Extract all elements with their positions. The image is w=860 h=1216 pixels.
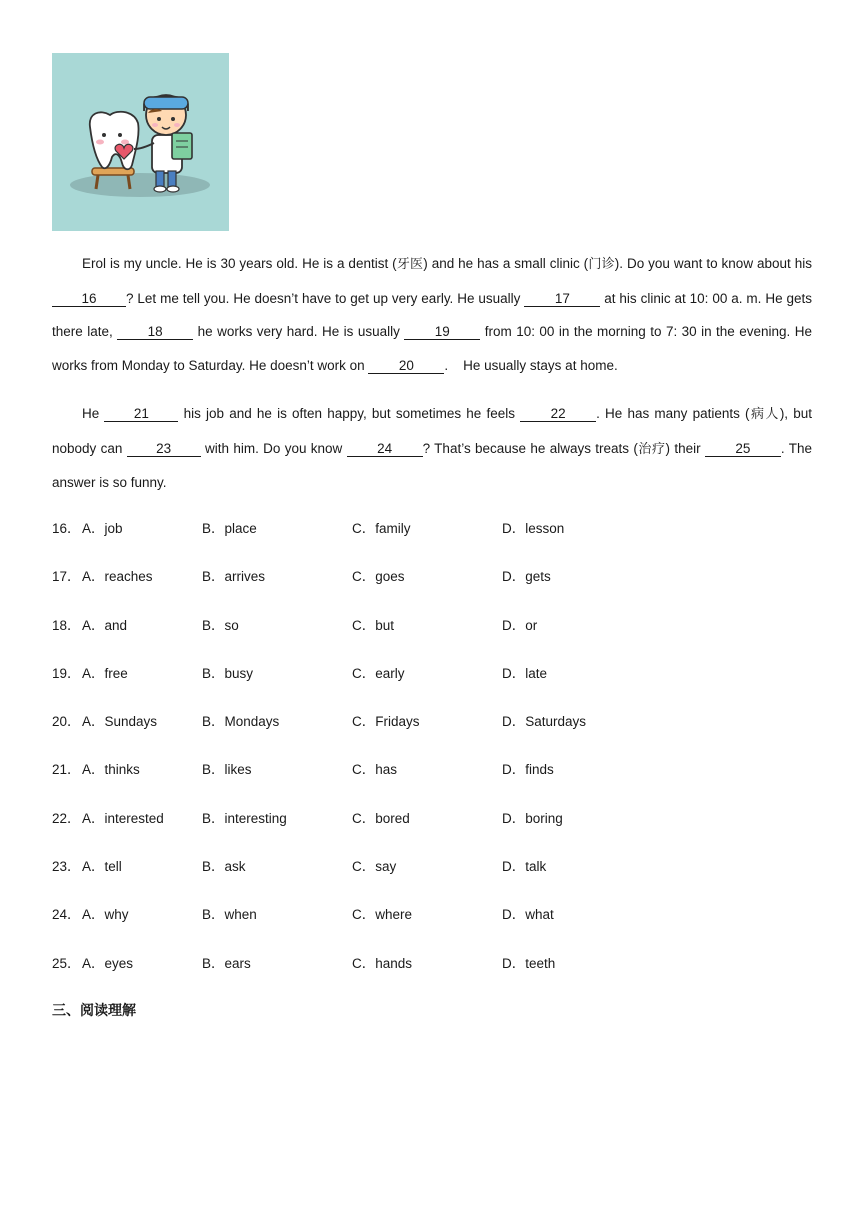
paragraph-1-text <box>52 247 812 382</box>
question-row <box>52 518 752 566</box>
option-d[interactable]: D．finds <box>502 762 554 778</box>
option-b[interactable]: B．Mondays <box>202 714 280 730</box>
question-row <box>52 566 752 614</box>
option-a[interactable]: A．and <box>82 617 128 633</box>
text-run: . He has many patients ( <box>596 406 750 421</box>
option-c[interactable]: C．family <box>352 521 411 536</box>
option-c[interactable]: C．where <box>352 907 413 923</box>
dentist-with-tooth-icon <box>52 53 229 231</box>
blank-22[interactable]: 22 <box>520 406 596 422</box>
option-b[interactable]: B．busy <box>202 665 254 681</box>
option-d[interactable]: D．what <box>502 907 554 923</box>
option-b[interactable]: B．interesting <box>202 810 287 826</box>
question-number: 20． <box>52 714 81 730</box>
question-number: 21． <box>52 762 81 778</box>
option-b[interactable]: B．so <box>202 617 239 633</box>
question-number: 22． <box>52 810 81 826</box>
text-run: Erol is my uncle. He is 30 years old. He is a dentist ( <box>82 256 397 271</box>
option-b[interactable]: B．place <box>202 521 257 536</box>
text-run: ), but nobody can <box>52 406 812 456</box>
text-run: . The answer is so funny. <box>52 440 813 491</box>
option-c[interactable]: C．has <box>352 762 398 778</box>
option-c[interactable]: C．goes <box>352 569 405 585</box>
chinese-gloss: 治疗 <box>637 441 666 457</box>
blank-17[interactable]: 17 <box>524 291 600 307</box>
option-d[interactable]: D．boring <box>502 810 563 826</box>
text-run: ? Let me tell you. He doesn’t have to get up very early. He usually <box>126 290 525 306</box>
option-a[interactable]: A．thinks <box>82 762 140 778</box>
option-d[interactable]: D．lesson <box>502 521 565 536</box>
question-row <box>52 953 752 1001</box>
question-number: 23． <box>52 859 81 875</box>
option-b[interactable]: B．arrives <box>202 569 266 585</box>
option-a[interactable]: A．tell <box>82 859 122 875</box>
option-d[interactable]: D．or <box>502 617 538 633</box>
blank-19[interactable]: 19 <box>404 324 480 340</box>
option-b[interactable]: B．when <box>202 907 257 923</box>
text-run: at his clinic at 10: 00 a. m. He gets there late, <box>52 290 812 340</box>
chinese-gloss: 门诊 <box>588 257 615 272</box>
question-row <box>52 711 752 759</box>
question-row <box>52 615 752 663</box>
question-row <box>52 663 752 711</box>
question-row <box>52 759 752 807</box>
option-c[interactable]: C．say <box>352 859 397 875</box>
question-row <box>52 904 752 952</box>
question-number: 25． <box>52 955 81 971</box>
option-d[interactable]: D．late <box>502 665 548 681</box>
option-d[interactable]: D．Saturdays <box>502 714 587 730</box>
blank-16[interactable]: 16 <box>52 291 126 307</box>
option-b[interactable]: B．ask <box>202 859 246 875</box>
option-a[interactable]: A．job <box>82 521 123 536</box>
option-a[interactable]: A．why <box>82 907 129 923</box>
option-c[interactable]: C．Fridays <box>352 714 420 730</box>
chinese-gloss: 病人 <box>749 407 780 422</box>
question-row <box>52 808 752 856</box>
text-run: ? That’s because he always treats ( <box>422 440 638 456</box>
option-d[interactable]: D．talk <box>502 859 547 875</box>
section-title: 三、阅读理解 <box>52 1003 136 1019</box>
option-c[interactable]: C．bored <box>352 810 410 826</box>
text-run: . He usually stays at home. <box>444 357 618 373</box>
blank-20[interactable]: 20 <box>368 358 444 374</box>
blank-23[interactable]: 23 <box>127 441 201 457</box>
paragraph-2-text <box>52 397 812 500</box>
option-c[interactable]: C．hands <box>352 955 413 971</box>
option-c[interactable]: C．but <box>352 617 395 633</box>
passage-paragraph-2 <box>52 397 812 500</box>
option-a[interactable]: A．Sundays <box>82 714 158 730</box>
option-b[interactable]: B．ears <box>202 955 251 971</box>
blank-25[interactable]: 25 <box>705 441 781 457</box>
dentist-illustration <box>52 53 229 231</box>
option-d[interactable]: D．gets <box>502 569 551 585</box>
question-options <box>52 518 752 1001</box>
chinese-gloss: 牙医 <box>396 257 424 272</box>
question-number: 18． <box>52 617 81 633</box>
text-run: ) their <box>665 440 705 456</box>
option-b[interactable]: B．likes <box>202 762 252 778</box>
option-a[interactable]: A．eyes <box>82 955 134 971</box>
text-run: he works very hard. He is usually <box>193 324 405 340</box>
question-number: 17． <box>52 569 81 585</box>
text-run: with him. Do you know <box>200 440 347 456</box>
blank-24[interactable]: 24 <box>347 441 423 457</box>
text-run: from 10: 00 in the morning to 7: 30 in the evening. He works from Monday to Saturday. He doesn’t work on <box>52 324 812 373</box>
question-number: 19． <box>52 665 81 681</box>
passage-paragraph-1 <box>52 247 812 382</box>
question-number: 24． <box>52 907 81 923</box>
question-row <box>52 856 752 904</box>
option-a[interactable]: A．free <box>82 665 128 681</box>
text-run: ). Do you want to know about his <box>614 256 812 271</box>
option-d[interactable]: D．teeth <box>502 955 556 971</box>
text-run: He <box>82 406 105 421</box>
option-a[interactable]: A．reaches <box>82 569 153 585</box>
option-a[interactable]: A．interested <box>82 810 164 826</box>
option-c[interactable]: C．early <box>352 665 405 681</box>
blank-21[interactable]: 21 <box>104 406 178 422</box>
text-run: his job and he is often happy, but sometimes he feels <box>178 406 521 421</box>
blank-18[interactable]: 18 <box>117 324 193 340</box>
question-number: 16． <box>52 521 81 536</box>
text-run: ) and he has a small clinic ( <box>423 256 589 271</box>
